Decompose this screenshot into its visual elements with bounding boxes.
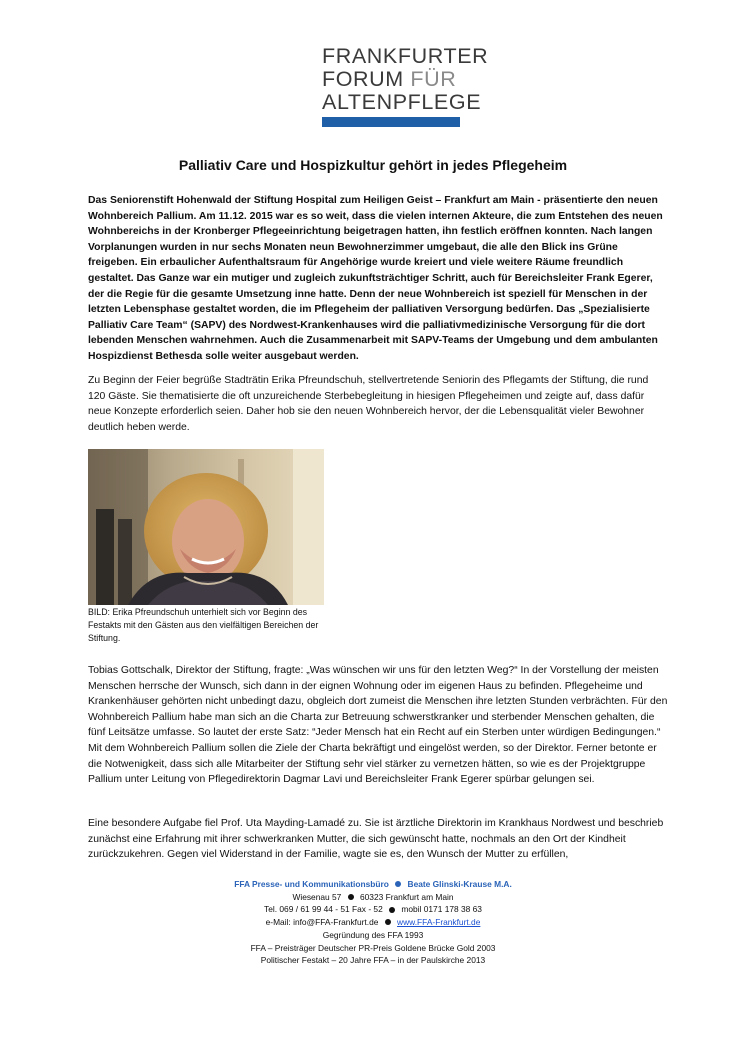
logo-fuer: FÜR (410, 67, 457, 91)
bullet-icon (395, 881, 401, 887)
footer-street: Wiesenau 57 (292, 891, 342, 902)
portrait-photo-graphic (88, 449, 324, 605)
paragraph-3: Eine besondere Aufgabe fiel Prof. Uta Mayding-Lamadé zu. Sie ist ärztliche Direktorin im Krankhaus Nordwest und beschrieb zunächst eine Erfahrung mit ihrer schwerkranken Mutter, die sich gewünscht hatte, nochmals an den Ort der Kindheit zurückzukehren. Gegen viel Widerstand in der Familie, wagte sie es, den Wunsch der Mutter zu erfüllen, (88, 818, 664, 861)
logo-forum: FORUM (322, 67, 404, 91)
ffa-logo (322, 44, 489, 127)
footer-person: Beate Glinski-Krause M.A. (407, 879, 512, 889)
footer-line-4 (0, 916, 746, 929)
footer-festakt: Politischer Festakt – 20 Jahre FFA – in der Paulskirche 2013 (260, 955, 486, 966)
bullet-icon (385, 919, 391, 925)
footer-office: FFA Presse- und Kommunikationsbüro (234, 879, 389, 889)
logo-line-3: ALTENPFLEGE (322, 90, 482, 114)
footer-website-link[interactable]: www.FFA-Frankfurt.de (397, 917, 481, 928)
footer-founded: Gegründung des FFA 1993 (322, 929, 424, 940)
lead-paragraph: Das Seniorenstift Hohenwald der Stiftung Hospital zum Heiligen Geist – Frankfurt am Main - präsentierte den neuen Wohnbereich Pallium. Am 11.12. 2015 war es so weit, dass die vielen internen Akteure, die zum Entstehen des neuen Wohnbereichs in der Kronberger Pflegeeinrichtung beigetragen hatten, ihn festlich eröffnen konnten. Nach langen Vorplanungen wurden in nur sechs Monaten neun Bewohnerzimmer umgebaut, die alle den Blick ins Grüne freigeben. Ein erbaulicher Aufenthaltsraum für Angehörige wurde kreiert und viele weitere Räume freundlich gestaltet. Das Ganze war ein mutiger und zugleich zukunftsträchtiger Schritt, auch für Bereichsleiter Frank Egerer, der die Regie für die gesamte Umsetzung inne hatte. Denn der neue Wohnbereich ist speziell für Menschen in der letzten Lebensphase gestaltet worden, die im Pflegeheim der palliativen Versorgung bedürfen. Das „Spezialisierte Palliativ Care Team“ (SAPV) des Nordwest-Krankenhauses wird die palliativmedizinische Versorgung für die dort lebenden Menschen wahrnehmen. Auch die Zusammenarbeit mit SAPV-Teams der Umgebung und dem ambulanten Hospizdienst Bethesda solle weiter ausgebaut werden. (88, 195, 663, 362)
logo-bar (322, 117, 460, 127)
logo-line-2 (322, 68, 462, 91)
bullet-icon (348, 894, 354, 900)
portrait-photo (88, 449, 324, 605)
footer (0, 878, 746, 967)
footer-award: FFA – Preisträger Deutscher PR-Preis Goldene Brücke Gold 2003 (250, 942, 496, 953)
bullet-icon (389, 907, 395, 913)
paragraph-1: Zu Beginn der Feier begrüße Stadträtin Erika Pfreundschuh, stellvertretende Seniorin des Pflegamts der Stiftung, die rund 120 Gäste. Sie thematisierte die oft unzureichende Sterbebegleitung in hiesigen Pflegeheimen und zeigte auf, dass dafür neue Konzepte erforderlich seien. Daher hob sie den neuen Wohnbereich hervor, der die Lebensqualität vieler Bewohner deutlich heben werde. (88, 375, 649, 433)
footer-line-3 (0, 903, 746, 916)
footer-line-2 (0, 891, 746, 904)
footer-email: e-Mail: info@FFA-Frankfurt.de (265, 917, 379, 928)
footer-city: 60323 Frankfurt am Main (359, 891, 454, 902)
page-title: Palliativ Care und Hospizkultur gehört in jedes Pflegeheim (178, 157, 568, 173)
footer-line-1 (0, 878, 746, 891)
footer-phone: Tel. 069 / 61 99 44 - 51 Fax - 52 (264, 904, 383, 915)
photo-caption: BILD: Erika Pfreundschuh unterhielt sich vor Beginn des Festakts mit den Gästen aus den vielfältigen Bereichen der Stiftung. (88, 607, 319, 643)
paragraph-2: Tobias Gottschalk, Direktor der Stiftung, fragte: „Was wünschen wir uns für den letzten Weg?“ In der Vorstellung der meisten Menschen herrsche der Wunsch, sich dann in der eignen Wohnung oder im eigenen Haus zu befinden. Pflegeheime und Krankenhäuser gehörten nicht unbedingt dazu, obgleich dort zumeist die Menschen ihre letzten Stunden verbrächten. Für den Wohnbereich Pallium habe man sich an die Charta zur Betreuung schwerstkranker und sterbender Menschen gehalten, die fünf Leitsätze umfasse. So lautet der erste Satz: “Jeder Mensch hat ein Recht auf ein Sterben unter würdigen Bedingungen.“ Mit dem Wohnbereich Pallium sollen die Ziele der Charta bekräftigt und eingelöst werden, so der Direktor. Ferner betonte er die Notwenigkeit, dass sich alle Mitarbeiter der Stiftung sehr viel stärker zu vernetzen hätten, so wie es der Projektgruppe Pallium unter Leitung von Pflegedirektorin Dagmar Lavi und Bereichsleiter Frank Egerer spürbar gelungen sei. (88, 665, 668, 786)
footer-mobile: mobil 0171 178 38 63 (401, 904, 482, 915)
logo-line-1: FRANKFURTER (322, 44, 489, 68)
